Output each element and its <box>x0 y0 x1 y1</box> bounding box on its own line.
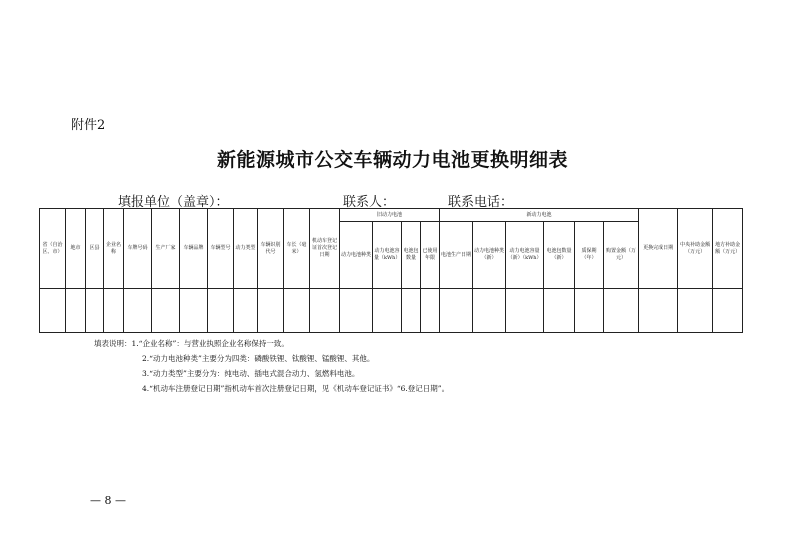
table-cell[interactable] <box>40 289 66 333</box>
note-4: 4.“机动车注册登记日期”指机动车首次注册登记日期，见《机动车登记证书》“6.登记日期”。 <box>142 384 450 393</box>
table-cell[interactable] <box>258 289 284 333</box>
header-group-new-battery: 新动力电池 <box>440 209 639 222</box>
table-cell[interactable] <box>86 289 104 333</box>
table-cell[interactable] <box>421 289 440 333</box>
header-brand: 车辆品牌 <box>180 209 208 289</box>
header-new-battery-type: 动力电池种类（新） <box>473 222 506 289</box>
header-model: 车辆型号 <box>208 209 234 289</box>
header-new-battery-capacity: 动力电池容量（新）（kWh） <box>506 222 544 289</box>
filling-instructions <box>94 336 449 396</box>
header-maker: 生产厂家 <box>152 209 180 289</box>
header-old-battery-capacity: 动力电池容量（kWh） <box>373 222 402 289</box>
table-cell[interactable] <box>340 289 373 333</box>
unit-field-label: 填报单位（盖章）： <box>118 195 229 210</box>
table-cell[interactable] <box>604 289 639 333</box>
header-warranty: 质保期（年） <box>575 222 604 289</box>
table-cell[interactable] <box>66 289 86 333</box>
table-cell[interactable] <box>575 289 604 333</box>
attachment-label: 附件2 <box>71 118 106 133</box>
header-central-subsidy: 中央补助金额（万元） <box>678 209 713 289</box>
header-vin: 车辆识别代号 <box>258 209 284 289</box>
header-company: 企业名称 <box>104 209 124 289</box>
table-cell[interactable] <box>124 289 152 333</box>
header-new-pack-count: 电池包数量（新） <box>544 222 575 289</box>
table-cell[interactable] <box>544 289 575 333</box>
table-cell[interactable] <box>473 289 506 333</box>
table-row <box>40 289 743 333</box>
table-cell[interactable] <box>152 289 180 333</box>
header-group-old-battery: 旧动力电池 <box>340 209 440 222</box>
header-plate: 车牌号码 <box>124 209 152 289</box>
header-length: 车长（毫米） <box>284 209 310 289</box>
table-cell[interactable] <box>440 289 473 333</box>
battery-replacement-table <box>39 208 743 333</box>
table-cell[interactable] <box>208 289 234 333</box>
table-cell[interactable] <box>234 289 258 333</box>
table-cell[interactable] <box>310 289 340 333</box>
note-2: 2.“动力电池种类”主要分为四类：磷酸铁锂、钛酸锂、锰酸锂、其他。 <box>142 354 375 363</box>
note-3: 3.“动力类型”主要分为：纯电动、插电式混合动力、氢燃料电池。 <box>142 369 360 378</box>
header-replace-date: 更换完成日期 <box>639 209 678 289</box>
header-purchase-amount: 购置金额（万元） <box>604 222 639 289</box>
table-cell[interactable] <box>678 289 713 333</box>
header-power-type: 动力类型 <box>234 209 258 289</box>
header-district: 区县 <box>86 209 104 289</box>
header-old-pack-count: 电池包数量 <box>402 222 421 289</box>
header-old-battery-type: 动力电池种类 <box>340 222 373 289</box>
header-city: 地市 <box>66 209 86 289</box>
header-years-used: 已使用年限 <box>421 222 440 289</box>
table-cell[interactable] <box>713 289 743 333</box>
phone-field-label: 联系电话： <box>448 195 514 210</box>
note-1: 填表说明：1.“企业名称”：与营业执照企业名称保持一致。 <box>94 339 289 348</box>
table-cell[interactable] <box>104 289 124 333</box>
header-province: 省（自治区、市） <box>40 209 66 289</box>
table-cell[interactable] <box>402 289 421 333</box>
table-cell[interactable] <box>373 289 402 333</box>
document-title: 新能源城市公交车辆动力电池更换明细表 <box>216 149 568 171</box>
header-local-subsidy: 地方补助金额（万元） <box>713 209 743 289</box>
header-reg-date: 机动车登记证首次登记日期 <box>310 209 340 289</box>
header-new-production-date: 电池生产日期 <box>440 222 473 289</box>
page-number: — 8 — <box>90 494 126 507</box>
table-cell[interactable] <box>180 289 208 333</box>
table-cell[interactable] <box>284 289 310 333</box>
table-cell[interactable] <box>506 289 544 333</box>
table-cell[interactable] <box>639 289 678 333</box>
contact-field-label: 联系人： <box>343 195 396 210</box>
